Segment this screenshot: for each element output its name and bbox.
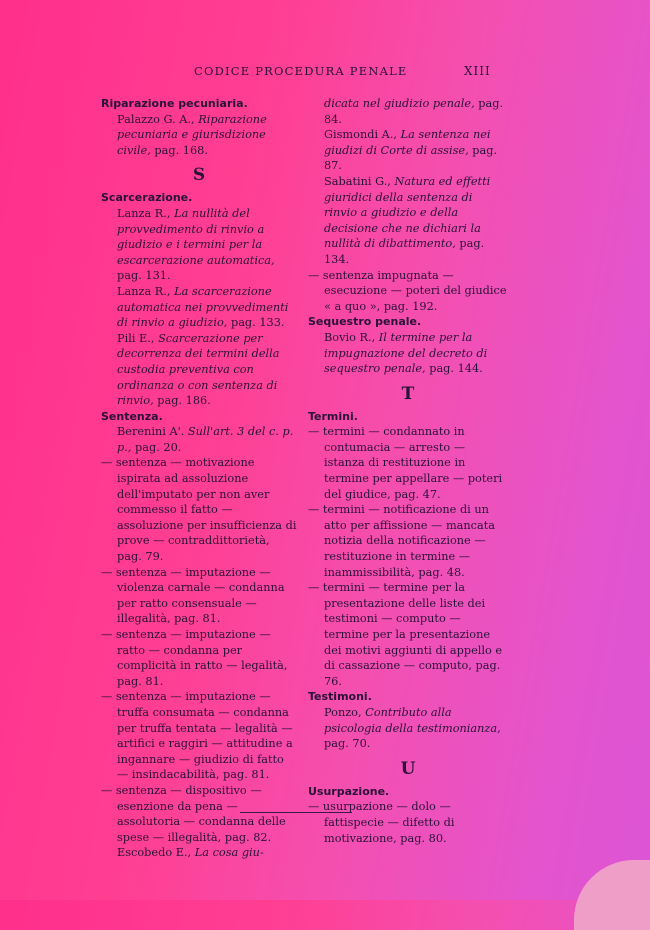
entry-author: Lanza R., [117, 206, 171, 220]
thumb-shadow [574, 860, 650, 930]
index-entry [308, 174, 508, 268]
index-subentry: — sentenza impugnata — esecuzione — poteri del giudice « a quo », pag. 192. [308, 268, 507, 313]
index-heading: Termini. [308, 409, 358, 423]
index-heading: Sentenza. [101, 409, 163, 423]
entry-page-ref: pag. 133. [230, 316, 285, 330]
entry-page-ref: pag. 186. [157, 394, 211, 408]
index-subentry: — sentenza — imputazione — truffa consumata — condanna per truffa tentata — legalità — artifici e raggiri — attitudine a ingannare — giudizio di fatto — insindacabilità, pag. 81. [101, 690, 293, 782]
entry-title: La nullità del provvedimento di rinvio a giudizio e i termini per la escarcerazione automatica, [117, 206, 275, 267]
index-subentry: — sentenza — imputazione — ratto — condanna per complicità in ratto — legalità, pag. 81. [101, 628, 288, 688]
index-subentry: — sentenza — motivazione ispirata ad assoluzione dell'imputato per non aver commesso il fatto — assoluzione per insufficienza di prove — contraddittorietà, pag. 79. [101, 456, 297, 564]
index-entry [101, 206, 297, 284]
entry-title: dicata nel giudizio penale, [324, 97, 475, 110]
entry-author: Palazzo G. A., [117, 112, 195, 126]
entry-title: Il termine per la impugnazione del decreto di sequestro penale, [324, 330, 488, 376]
index-subentry: — termini — termine per la presentazione delle liste dei testimoni — computo — termine per la presentazione dei motivi aggiunti di appello e di cassazione — computo, pag. 76. [308, 581, 503, 688]
section-letter: U [400, 758, 416, 779]
index-heading: Usurpazione. [308, 784, 390, 798]
index-entry [101, 845, 297, 861]
index-heading: Sequestro penale. [308, 315, 422, 329]
entry-page-ref: pag. 87. [324, 143, 498, 173]
index-heading: Riparazione pecuniaria. [101, 97, 248, 110]
entry-title: La sentenza nei giudizi di Corte di assise, [324, 128, 491, 157]
index-column-right [308, 96, 508, 846]
running-title: CODICE PROCEDURA PENALE [194, 64, 408, 78]
index-heading: Scarcerazione. [101, 191, 193, 205]
footer-rule [240, 812, 352, 813]
entry-author: Berenini A'. [117, 425, 185, 439]
entry-title: Natura ed effetti giuridici della sentenza di rinvio a giudizio e della decisione che ne dichiari la nullità di dibattimento, [324, 174, 491, 251]
entry-author: Gismondi A., [324, 128, 397, 142]
entry-author: Bovio R., [324, 330, 376, 344]
running-header [0, 64, 650, 84]
entry-author: Sabatini G., [324, 174, 391, 188]
index-entry [308, 330, 508, 377]
entry-page-ref: pag. 168. [154, 143, 208, 157]
index-entry [308, 705, 508, 752]
entry-page-ref: pag. 70. [324, 737, 371, 751]
entry-author: Lanza R., [117, 284, 171, 298]
entry-title: La scarcerazione automatica nei provvedimenti di rinvio a giudizio, [117, 284, 289, 330]
entry-author: Escobedo E., [117, 846, 192, 860]
entry-author: Pili E., [117, 331, 155, 345]
index-subentry: — sentenza — dispositivo — esenzione da pena — assolutoria — condanna delle spese — illegalità, pag. 82. [101, 783, 286, 844]
index-subentry: — termini — condannato in contumacia — arresto — istanza di restituzione in termine per appellare — poteri del giudice, pag. 47. [308, 425, 503, 501]
index-entry [308, 127, 508, 174]
index-subentry: — termini — notificazione di un atto per affissione — mancata notizia della notificazione — restituzione in termine — inammissibilità, pag. 48. [308, 503, 495, 579]
entry-title: Riparazione pecuniaria e giurisdizione civile, [117, 112, 267, 157]
section-letter: S [192, 165, 206, 186]
entry-title: La cosa giu- [194, 846, 264, 860]
index-subentry: — usurpazione — dolo — fattispecie — difetto di motivazione, pag. 80. [308, 800, 455, 845]
index-entry [101, 424, 297, 455]
entry-page-ref: pag. 84. [324, 97, 504, 126]
index-subentry: — sentenza — imputazione — violenza carnale — condanna per ratto consensuale — illegalità, pag. 81. [101, 565, 285, 626]
entry-page-ref: pag. 20. [135, 440, 182, 454]
index-entry [101, 284, 297, 331]
entry-page-ref: pag. 131. [117, 269, 171, 283]
index-entry [101, 112, 297, 159]
entry-author: Ponzo, [324, 705, 362, 719]
page-number: XIII [464, 64, 491, 78]
entry-title: Sull'art. 3 del c. p. p., [117, 425, 294, 454]
entry-page-ref: pag. 134. [324, 237, 485, 266]
index-column-left [101, 96, 297, 861]
index-entry [101, 331, 297, 409]
index-heading: Testimoni. [308, 690, 372, 704]
entry-page-ref: pag. 144. [429, 362, 483, 376]
index-entry [308, 96, 508, 127]
entry-title: Contributo alla psicologia della testimonianza, [324, 705, 501, 735]
entry-title: Scarcerazione per decorrenza dei termini della custodia preventiva con ordinanza o con sentenza di rinvio, [117, 331, 280, 408]
section-letter: T [401, 383, 415, 404]
